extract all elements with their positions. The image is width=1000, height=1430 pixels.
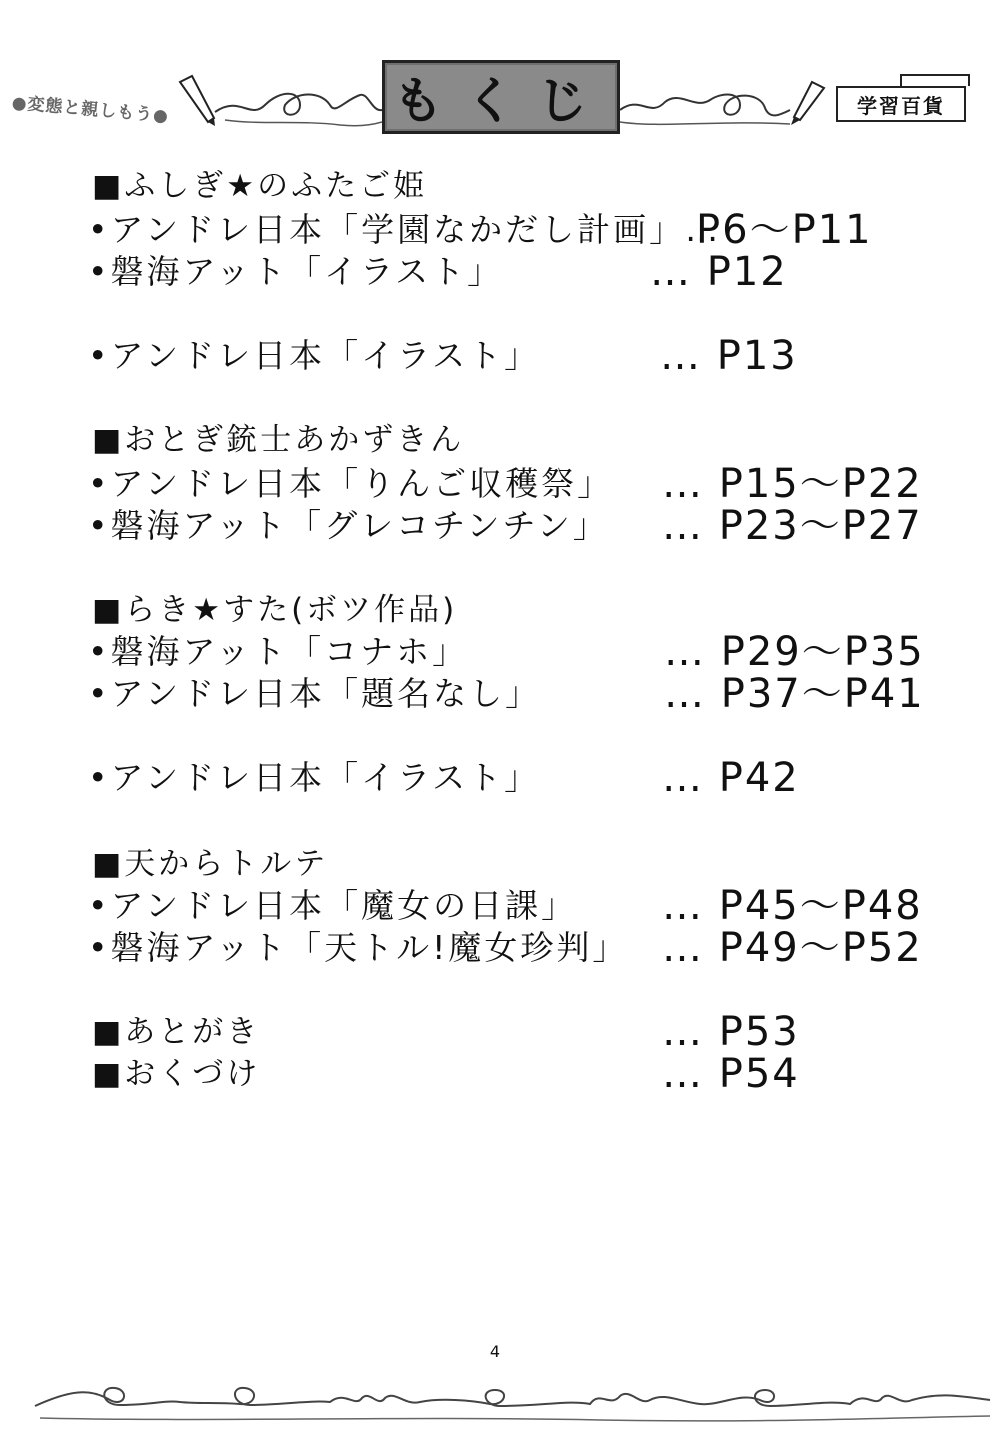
subtitle: ●変態と親しもう●	[10, 93, 170, 127]
page-title: もくじ	[382, 60, 620, 134]
toc-entry: •磐海アット「コナホ」	[88, 632, 469, 671]
toc-page: … P42	[662, 755, 800, 801]
toc-page: … P13	[660, 333, 798, 379]
toc-entry: •磐海アット「グレコチンチン」	[88, 506, 609, 545]
toc-page: … P49〜P52	[662, 925, 923, 971]
toc-entry: •アンドレ日本「魔女の日課」	[88, 886, 578, 925]
toc-section: ■おくづけ	[92, 1056, 261, 1092]
toc-section: ■天からトルテ	[92, 846, 329, 882]
toc-entry: •アンドレ日本「題名なし」	[88, 674, 542, 713]
toc-section: ■おとぎ銃士あかずきん	[92, 422, 465, 458]
toc-section: ■あとがき	[92, 1014, 261, 1050]
toc-page: … P53	[662, 1009, 800, 1055]
toc-page: … P45〜P48	[662, 883, 923, 929]
toc-entry: •磐海アット「イラスト」	[88, 252, 504, 291]
toc-page: … P23〜P27	[662, 503, 923, 549]
toc-page: … P29〜P35	[664, 629, 925, 675]
toc-section: ■ふしぎ★のふたご姫	[92, 168, 428, 204]
toc-entry: •アンドレ日本「りんご収穫祭」	[88, 464, 614, 503]
page-number: 4	[489, 1342, 501, 1361]
footer-wave-decoration	[0, 1360, 1000, 1430]
toc-page: … P37〜P41	[664, 671, 925, 717]
toc-entry: •アンドレ日本「学園なかだし計画」…	[88, 210, 722, 249]
brand-label: 学習百貨	[836, 86, 966, 122]
toc-page: … P12	[650, 249, 788, 295]
toc-page: … P15〜P22	[662, 461, 923, 507]
toc-entry: •磐海アット「天トル!魔女珍判」	[88, 928, 629, 967]
toc-entry: •アンドレ日本「イラスト」	[88, 336, 541, 375]
toc-page: … P54	[662, 1051, 800, 1097]
toc-section: ■らき★すた(ボツ作品)	[92, 592, 458, 628]
toc-entry: •アンドレ日本「イラスト」	[88, 758, 541, 797]
toc-page: P6〜P11	[696, 207, 873, 253]
